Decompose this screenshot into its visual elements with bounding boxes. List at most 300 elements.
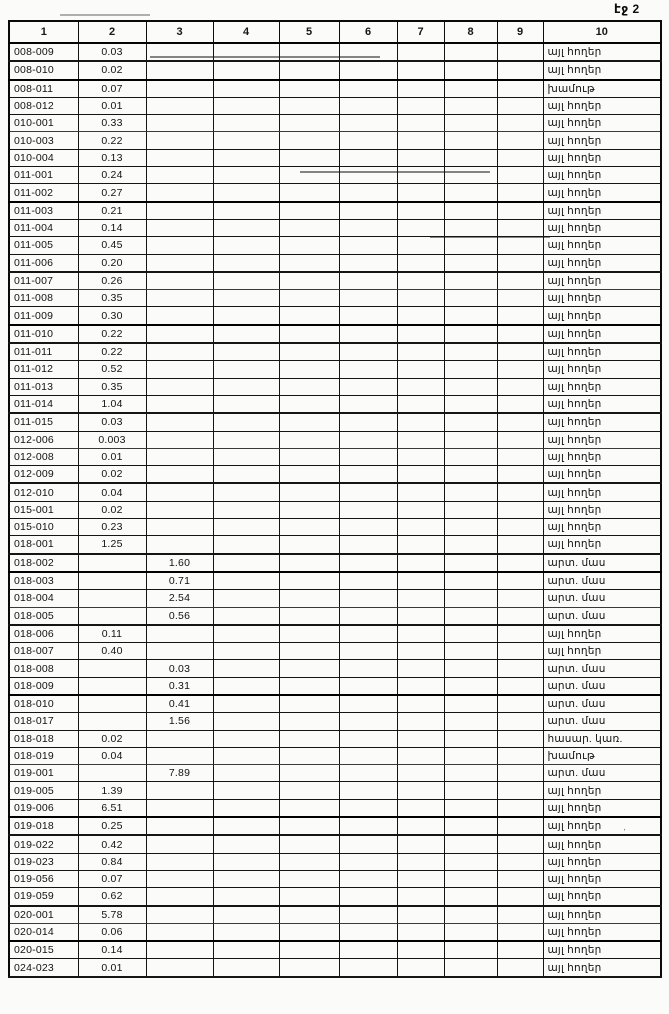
parcel-code-cell: 018-017 xyxy=(9,713,78,730)
column-header-8: 8 xyxy=(444,21,497,43)
empty-cell xyxy=(397,43,444,61)
table-row xyxy=(9,713,661,730)
empty-cell xyxy=(339,782,397,799)
area-value-col3-cell xyxy=(146,361,213,378)
empty-cell xyxy=(213,536,279,554)
table-row xyxy=(9,43,661,61)
land-type-cell: այլ հողեր xyxy=(543,959,661,977)
empty-cell xyxy=(444,572,497,590)
parcel-code-cell: 011-009 xyxy=(9,307,78,325)
empty-cell xyxy=(444,660,497,677)
empty-cell xyxy=(444,132,497,149)
land-type-cell: խամութ xyxy=(543,747,661,764)
area-value-col2-cell: 0.22 xyxy=(78,132,146,149)
land-type-cell: արտ. մաս xyxy=(543,590,661,607)
empty-cell xyxy=(279,625,339,643)
parcel-code-cell: 018-010 xyxy=(9,695,78,713)
area-value-col2-cell: 0.30 xyxy=(78,307,146,325)
area-value-col2-cell: 6.51 xyxy=(78,799,146,817)
empty-cell xyxy=(279,254,339,272)
land-type-cell: արտ. մաս xyxy=(543,765,661,782)
empty-cell xyxy=(213,325,279,343)
empty-cell xyxy=(213,519,279,536)
land-type-cell: այլ հողեր xyxy=(543,536,661,554)
empty-cell xyxy=(339,413,397,431)
area-value-col2-cell: 0.11 xyxy=(78,625,146,643)
parcel-code-cell: 008-009 xyxy=(9,43,78,61)
empty-cell xyxy=(213,272,279,290)
empty-cell xyxy=(444,466,497,484)
empty-cell xyxy=(279,959,339,977)
empty-cell xyxy=(339,290,397,307)
empty-cell xyxy=(279,167,339,184)
area-value-col2-cell: 0.20 xyxy=(78,254,146,272)
empty-cell xyxy=(444,607,497,625)
empty-cell xyxy=(497,97,543,114)
empty-cell xyxy=(339,959,397,977)
table-row xyxy=(9,554,661,572)
land-type-cell: այլ հողեր xyxy=(543,782,661,799)
empty-cell xyxy=(339,625,397,643)
empty-cell xyxy=(279,97,339,114)
empty-cell xyxy=(279,782,339,799)
parcel-code-cell: 020-001 xyxy=(9,906,78,924)
empty-cell xyxy=(497,572,543,590)
area-value-col3-cell: 2.54 xyxy=(146,590,213,607)
column-header-7: 7 xyxy=(397,21,444,43)
parcel-code-cell: 019-059 xyxy=(9,888,78,906)
empty-cell xyxy=(339,572,397,590)
table-row xyxy=(9,799,661,817)
area-value-col3-cell xyxy=(146,835,213,853)
empty-cell xyxy=(279,361,339,378)
empty-cell xyxy=(279,817,339,835)
empty-cell xyxy=(279,870,339,887)
area-value-col3-cell xyxy=(146,625,213,643)
parcel-code-cell: 019-006 xyxy=(9,799,78,817)
table-row xyxy=(9,590,661,607)
empty-cell xyxy=(339,888,397,906)
empty-cell xyxy=(279,660,339,677)
empty-cell xyxy=(339,799,397,817)
land-type-cell: այլ հողեր xyxy=(543,643,661,660)
empty-cell xyxy=(444,625,497,643)
empty-cell xyxy=(339,607,397,625)
column-header-1: 1 xyxy=(9,21,78,43)
area-value-col3-cell: 1.60 xyxy=(146,554,213,572)
empty-cell xyxy=(444,378,497,395)
empty-cell xyxy=(444,149,497,166)
area-value-col3-cell xyxy=(146,466,213,484)
empty-cell xyxy=(444,395,497,413)
table-row xyxy=(9,483,661,501)
area-value-col3-cell xyxy=(146,536,213,554)
area-value-col3-cell xyxy=(146,431,213,448)
empty-cell xyxy=(397,237,444,254)
empty-cell xyxy=(339,202,397,220)
empty-cell xyxy=(279,43,339,61)
empty-cell xyxy=(279,747,339,764)
land-type-cell: այլ հողեր xyxy=(543,835,661,853)
empty-cell xyxy=(339,643,397,660)
empty-cell xyxy=(444,448,497,465)
empty-cell xyxy=(397,677,444,695)
empty-cell xyxy=(497,536,543,554)
land-type-cell: արտ. մաս xyxy=(543,554,661,572)
empty-cell xyxy=(397,923,444,941)
parcel-code-cell: 018-019 xyxy=(9,747,78,764)
empty-cell xyxy=(444,343,497,361)
empty-cell xyxy=(444,219,497,236)
land-type-cell: այլ հողեր xyxy=(543,307,661,325)
land-type-cell: այլ հողեր xyxy=(543,343,661,361)
empty-cell xyxy=(339,272,397,290)
empty-cell xyxy=(444,325,497,343)
empty-cell xyxy=(444,782,497,799)
parcel-code-cell: 018-009 xyxy=(9,677,78,695)
empty-cell xyxy=(397,713,444,730)
empty-cell xyxy=(339,184,397,202)
empty-cell xyxy=(397,519,444,536)
empty-cell xyxy=(339,97,397,114)
empty-cell xyxy=(279,307,339,325)
parcel-code-cell: 020-015 xyxy=(9,941,78,959)
empty-cell xyxy=(444,115,497,132)
land-type-cell: այլ հողեր xyxy=(543,167,661,184)
empty-cell xyxy=(397,870,444,887)
empty-cell xyxy=(339,466,397,484)
area-value-col2-cell: 0.01 xyxy=(78,97,146,114)
land-type-cell: այլ հողեր xyxy=(543,254,661,272)
area-value-col2-cell: 0.02 xyxy=(78,730,146,747)
land-type-cell: այլ հողեր xyxy=(543,97,661,114)
empty-cell xyxy=(497,713,543,730)
table-row xyxy=(9,361,661,378)
empty-cell xyxy=(497,237,543,254)
land-type-cell: այլ հողեր xyxy=(543,43,661,61)
empty-cell xyxy=(339,378,397,395)
area-value-col2-cell: 0.01 xyxy=(78,448,146,465)
empty-cell xyxy=(497,290,543,307)
area-value-col3-cell xyxy=(146,184,213,202)
parcel-code-cell: 019-056 xyxy=(9,870,78,887)
table-row xyxy=(9,343,661,361)
area-value-col3-cell xyxy=(146,237,213,254)
empty-cell xyxy=(213,906,279,924)
table-row xyxy=(9,184,661,202)
empty-cell xyxy=(213,149,279,166)
table-row xyxy=(9,643,661,660)
empty-cell xyxy=(444,888,497,906)
empty-cell xyxy=(497,343,543,361)
table-row xyxy=(9,307,661,325)
land-type-cell: այլ հողեր xyxy=(543,361,661,378)
empty-cell xyxy=(444,307,497,325)
empty-cell xyxy=(213,572,279,590)
empty-cell xyxy=(339,590,397,607)
area-value-col2-cell: 0.42 xyxy=(78,835,146,853)
empty-cell xyxy=(497,254,543,272)
land-type-cell: այլ հողեր xyxy=(543,817,661,835)
empty-cell xyxy=(339,237,397,254)
area-value-col3-cell xyxy=(146,97,213,114)
empty-cell xyxy=(279,149,339,166)
area-value-col2-cell: 5.78 xyxy=(78,906,146,924)
table-row xyxy=(9,219,661,236)
empty-cell xyxy=(213,219,279,236)
area-value-col3-cell: 0.31 xyxy=(146,677,213,695)
table-row xyxy=(9,501,661,518)
empty-cell xyxy=(339,660,397,677)
empty-cell xyxy=(339,343,397,361)
empty-cell xyxy=(397,254,444,272)
empty-cell xyxy=(397,835,444,853)
table-row xyxy=(9,923,661,941)
empty-cell xyxy=(339,765,397,782)
table-row xyxy=(9,519,661,536)
area-value-col2-cell xyxy=(78,607,146,625)
table-row xyxy=(9,97,661,114)
area-value-col2-cell xyxy=(78,765,146,782)
area-value-col2-cell: 0.84 xyxy=(78,853,146,870)
empty-cell xyxy=(397,61,444,79)
area-value-col2-cell: 0.03 xyxy=(78,43,146,61)
empty-cell xyxy=(497,167,543,184)
empty-cell xyxy=(279,695,339,713)
table-row xyxy=(9,466,661,484)
parcel-code-cell: 019-018 xyxy=(9,817,78,835)
empty-cell xyxy=(279,941,339,959)
area-value-col2-cell: 0.35 xyxy=(78,378,146,395)
empty-cell xyxy=(397,625,444,643)
empty-cell xyxy=(339,80,397,98)
empty-cell xyxy=(444,713,497,730)
empty-cell xyxy=(444,959,497,977)
empty-cell xyxy=(279,184,339,202)
empty-cell xyxy=(339,730,397,747)
empty-cell xyxy=(279,80,339,98)
table-row xyxy=(9,782,661,799)
land-type-cell: այլ հողեր xyxy=(543,413,661,431)
area-value-col3-cell xyxy=(146,325,213,343)
empty-cell xyxy=(213,97,279,114)
empty-cell xyxy=(279,643,339,660)
empty-cell xyxy=(213,782,279,799)
empty-cell xyxy=(213,799,279,817)
empty-cell xyxy=(279,835,339,853)
empty-cell xyxy=(279,202,339,220)
empty-cell xyxy=(444,536,497,554)
empty-cell xyxy=(339,395,397,413)
parcel-code-cell: 011-007 xyxy=(9,272,78,290)
land-type-cell: այլ հողեր xyxy=(543,888,661,906)
scan-artifact-tick: ˈ xyxy=(620,827,627,840)
land-type-cell: արտ. մաս xyxy=(543,677,661,695)
table-row xyxy=(9,413,661,431)
area-value-col3-cell xyxy=(146,782,213,799)
table-row xyxy=(9,959,661,977)
parcel-code-cell: 012-006 xyxy=(9,431,78,448)
empty-cell xyxy=(279,554,339,572)
empty-cell xyxy=(444,80,497,98)
column-header-2: 2 xyxy=(78,21,146,43)
empty-cell xyxy=(497,782,543,799)
empty-cell xyxy=(339,747,397,764)
table-body xyxy=(9,43,661,977)
empty-cell xyxy=(444,677,497,695)
area-value-col2-cell: 0.14 xyxy=(78,941,146,959)
empty-cell xyxy=(497,307,543,325)
empty-cell xyxy=(397,167,444,184)
empty-cell xyxy=(397,149,444,166)
area-value-col3-cell xyxy=(146,519,213,536)
parcel-code-cell: 010-001 xyxy=(9,115,78,132)
empty-cell xyxy=(279,501,339,518)
table-row xyxy=(9,660,661,677)
parcel-code-cell: 011-014 xyxy=(9,395,78,413)
empty-cell xyxy=(213,448,279,465)
empty-cell xyxy=(397,290,444,307)
land-type-cell: այլ հողեր xyxy=(543,853,661,870)
parcel-code-cell: 008-012 xyxy=(9,97,78,114)
empty-cell xyxy=(397,799,444,817)
land-type-cell: արտ. մաս xyxy=(543,713,661,730)
empty-cell xyxy=(397,378,444,395)
empty-cell xyxy=(444,695,497,713)
table-row xyxy=(9,536,661,554)
empty-cell xyxy=(397,536,444,554)
table-row xyxy=(9,625,661,643)
empty-cell xyxy=(213,43,279,61)
parcel-code-cell: 019-023 xyxy=(9,853,78,870)
empty-cell xyxy=(213,361,279,378)
empty-cell xyxy=(397,132,444,149)
area-value-col2-cell: 0.06 xyxy=(78,923,146,941)
empty-cell xyxy=(497,61,543,79)
area-value-col3-cell xyxy=(146,483,213,501)
table-row xyxy=(9,272,661,290)
empty-cell xyxy=(397,431,444,448)
empty-cell xyxy=(497,799,543,817)
empty-cell xyxy=(213,413,279,431)
area-value-col2-cell: 0.22 xyxy=(78,343,146,361)
empty-cell xyxy=(444,870,497,887)
empty-cell xyxy=(397,941,444,959)
empty-cell xyxy=(444,290,497,307)
empty-cell xyxy=(497,730,543,747)
empty-cell xyxy=(497,219,543,236)
area-value-col2-cell: 0.003 xyxy=(78,431,146,448)
empty-cell xyxy=(444,906,497,924)
empty-cell xyxy=(339,219,397,236)
empty-cell xyxy=(444,765,497,782)
parcel-code-cell: 011-008 xyxy=(9,290,78,307)
empty-cell xyxy=(279,413,339,431)
parcel-code-cell: 015-001 xyxy=(9,501,78,518)
parcel-code-cell: 012-009 xyxy=(9,466,78,484)
empty-cell xyxy=(279,590,339,607)
empty-cell xyxy=(279,132,339,149)
parcel-code-cell: 018-018 xyxy=(9,730,78,747)
empty-cell xyxy=(279,431,339,448)
empty-cell xyxy=(497,590,543,607)
empty-cell xyxy=(444,97,497,114)
empty-cell xyxy=(397,607,444,625)
area-value-col3-cell xyxy=(146,307,213,325)
area-value-col3-cell xyxy=(146,923,213,941)
area-value-col2-cell: 0.02 xyxy=(78,501,146,518)
parcel-code-cell: 018-001 xyxy=(9,536,78,554)
empty-cell xyxy=(444,43,497,61)
empty-cell xyxy=(213,61,279,79)
table-row xyxy=(9,870,661,887)
area-value-col3-cell xyxy=(146,272,213,290)
empty-cell xyxy=(339,519,397,536)
area-value-col2-cell: 0.45 xyxy=(78,237,146,254)
empty-cell xyxy=(497,519,543,536)
land-type-cell: այլ հողեր xyxy=(543,219,661,236)
empty-cell xyxy=(279,325,339,343)
area-value-col3-cell xyxy=(146,167,213,184)
area-value-col3-cell xyxy=(146,799,213,817)
scan-artifact xyxy=(60,14,150,16)
table-row xyxy=(9,835,661,853)
area-value-col3-cell xyxy=(146,202,213,220)
empty-cell xyxy=(444,554,497,572)
area-value-col2-cell: 0.40 xyxy=(78,643,146,660)
empty-cell xyxy=(213,80,279,98)
empty-cell xyxy=(339,325,397,343)
empty-cell xyxy=(497,660,543,677)
empty-cell xyxy=(397,747,444,764)
empty-cell xyxy=(279,799,339,817)
table-row xyxy=(9,115,661,132)
area-value-col2-cell: 0.27 xyxy=(78,184,146,202)
empty-cell xyxy=(444,853,497,870)
empty-cell xyxy=(279,713,339,730)
land-type-cell: արտ. մաս xyxy=(543,660,661,677)
empty-cell xyxy=(397,959,444,977)
column-header-5: 5 xyxy=(279,21,339,43)
empty-cell xyxy=(497,625,543,643)
empty-cell xyxy=(279,466,339,484)
empty-cell xyxy=(397,483,444,501)
table-row xyxy=(9,132,661,149)
empty-cell xyxy=(279,536,339,554)
area-value-col2-cell xyxy=(78,590,146,607)
empty-cell xyxy=(444,501,497,518)
land-type-cell: այլ հողեր xyxy=(543,625,661,643)
area-value-col3-cell xyxy=(146,343,213,361)
land-type-cell: այլ հողեր xyxy=(543,115,661,132)
area-value-col3-cell xyxy=(146,959,213,977)
empty-cell xyxy=(279,395,339,413)
empty-cell xyxy=(497,115,543,132)
empty-cell xyxy=(213,167,279,184)
empty-cell xyxy=(213,395,279,413)
area-value-col3-cell: 0.41 xyxy=(146,695,213,713)
land-type-cell: այլ հողեր xyxy=(543,132,661,149)
empty-cell xyxy=(213,237,279,254)
empty-cell xyxy=(444,237,497,254)
empty-cell xyxy=(397,466,444,484)
parcel-code-cell: 019-005 xyxy=(9,782,78,799)
empty-cell xyxy=(213,132,279,149)
empty-cell xyxy=(497,431,543,448)
table-row xyxy=(9,817,661,835)
empty-cell xyxy=(497,959,543,977)
empty-cell xyxy=(339,695,397,713)
